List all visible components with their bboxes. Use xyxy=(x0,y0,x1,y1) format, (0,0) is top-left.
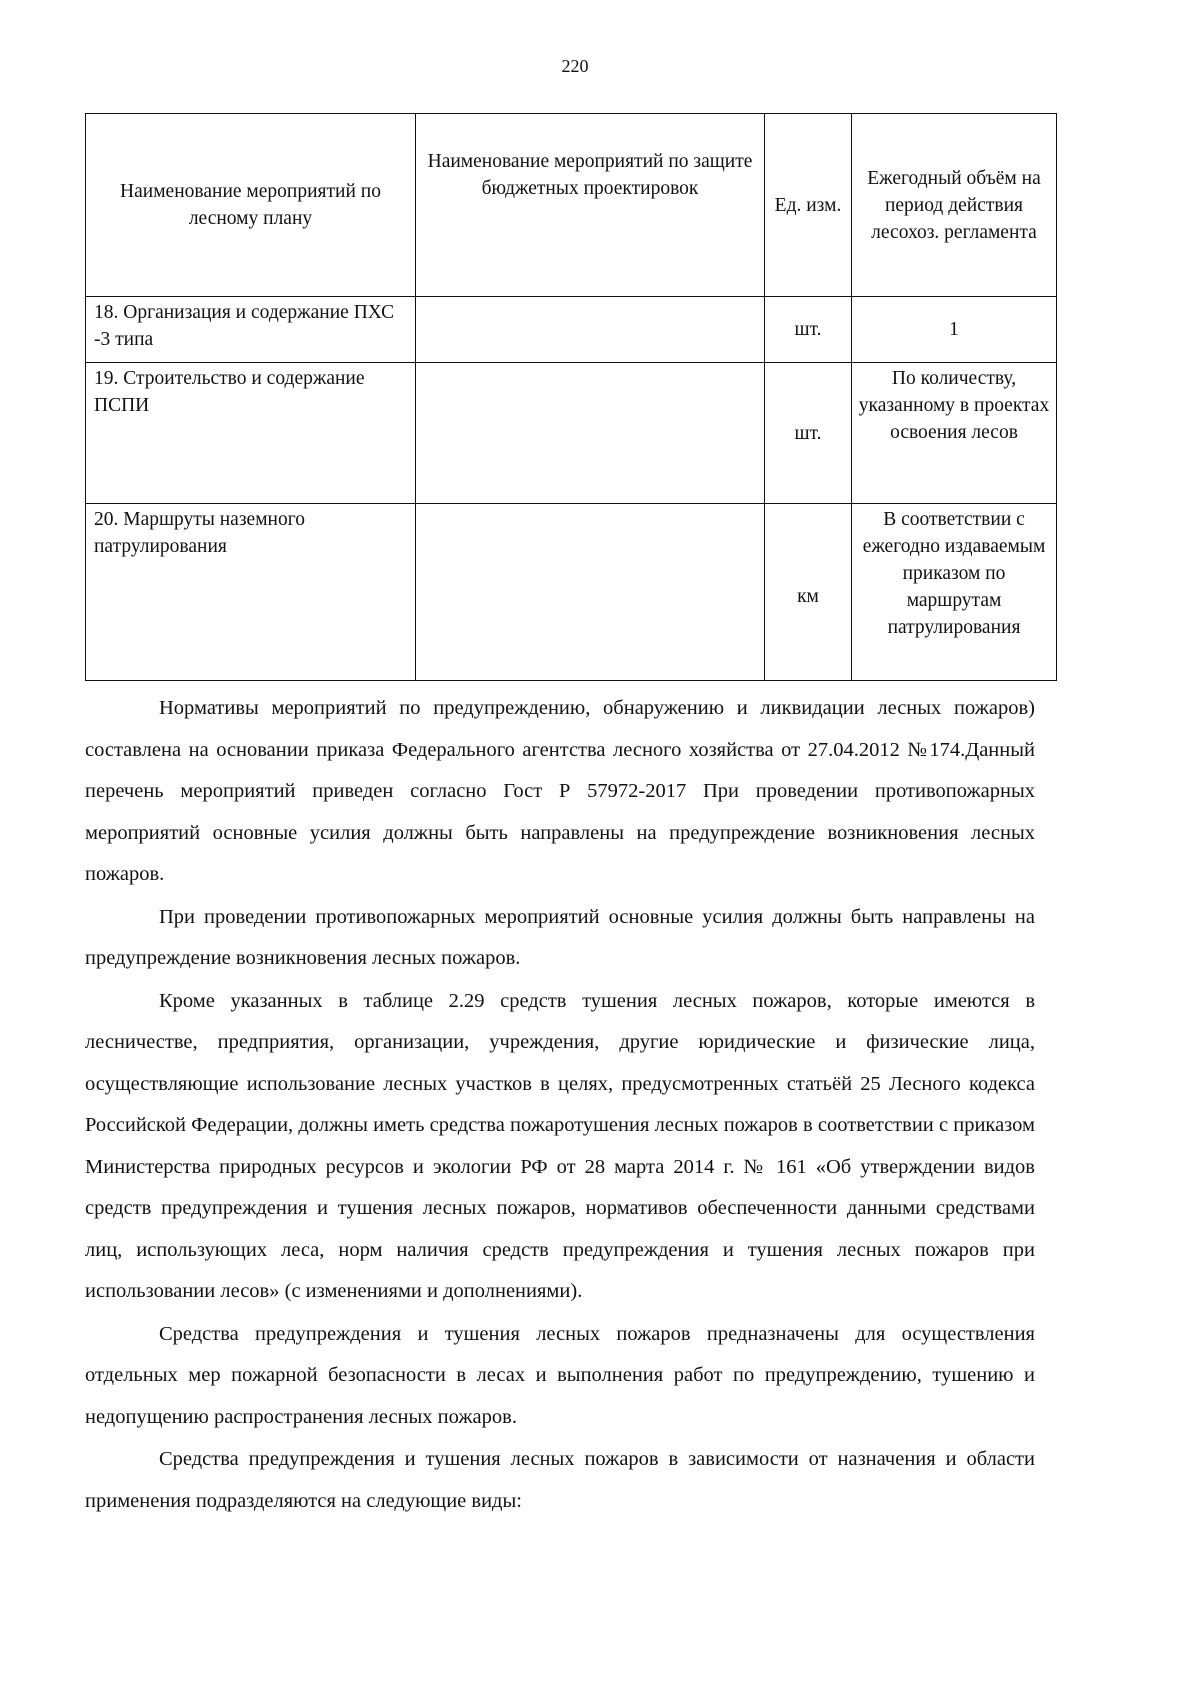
body-text xyxy=(85,688,1035,1523)
row-unit: шт. xyxy=(765,297,852,363)
row-volume: По количеству, указанному в проектах освоения лесов xyxy=(852,363,1057,504)
header-forest-plan-measures: Наименование мероприятий по лесному плану xyxy=(86,114,416,297)
paragraph: Нормативы мероприятий по предупреждению, обнаружению и ликвидации лесных пожаров) составлена на основании приказа Федерального агентства лесного хозяйства от 27.04.2012 №174.Данный перечень мероприятий приведен согласно Гост Р 57972-2017 При проведении противопожарных мероприятий основные усилия должны быть направлены на предупреждение возникновения лесных пожаров. xyxy=(85,697,1035,885)
header-annual-volume: Ежегодный объём на период действия лесохоз. регламента xyxy=(852,114,1057,297)
table-row xyxy=(86,363,1057,504)
table-header-row xyxy=(86,114,1057,297)
page-number: 220 xyxy=(561,56,589,76)
row-project xyxy=(416,363,765,504)
row-project xyxy=(416,504,765,681)
row-name: 19. Строительство и содержание ПСПИ xyxy=(86,363,416,504)
table-row xyxy=(86,504,1057,681)
row-volume: В соответствии с ежегодно издаваемым приказом по маршрутам патрулирования xyxy=(852,504,1057,681)
row-unit: шт. xyxy=(765,363,852,504)
header-unit: Ед. изм. xyxy=(765,114,852,297)
measures-table xyxy=(85,113,1057,681)
paragraph: При проведении противопожарных мероприятий основные усилия должны быть направлены на предупреждение возникновения лесных пожаров. xyxy=(85,905,1035,969)
paragraph: Средства предупреждения и тушения лесных пожаров предназначены для осуществления отдельных мер пожарной безопасности в лесах и выполнения работ по предупреждению, тушению и недопущению распространения лесных пожаров. xyxy=(85,1322,1035,1428)
paragraph: Кроме указанных в таблице 2.29 средств тушения лесных пожаров, которые имеются в лесничестве, предприятия, организации, учреждения, другие юридические и физические лица, осуществляющие использование лесных участков в целях, предусмотренных статьёй 25 Лесного кодекса Российской Федерации, должны иметь средства пожаротушения лесных пожаров в соответствии с приказом Министерства природных ресурсов и экологии РФ от 28 марта 2014 г. № 161 «Об утверждении видов средств предупреждения и тушения лесных пожаров, нормативов обеспеченности данными средствами лиц, использующих леса, норм наличия средств предупреждения и тушения лесных пожаров при использовании лесов» (с изменениями и дополнениями). xyxy=(85,989,1035,1302)
table-row xyxy=(86,297,1057,363)
row-unit: км xyxy=(765,504,852,681)
row-project xyxy=(416,297,765,363)
row-volume: 1 xyxy=(852,297,1057,363)
row-name: 18. Организация и содержание ПХС -3 типа xyxy=(86,297,416,363)
header-budget-measures: Наименование мероприятий по защите бюджетных проектировок xyxy=(416,114,765,297)
paragraph: Средства предупреждения и тушения лесных пожаров в зависимости от назначения и области применения подразделяются на следующие виды: xyxy=(85,1448,1035,1512)
row-name: 20. Маршруты наземного патрулирования xyxy=(86,504,416,681)
